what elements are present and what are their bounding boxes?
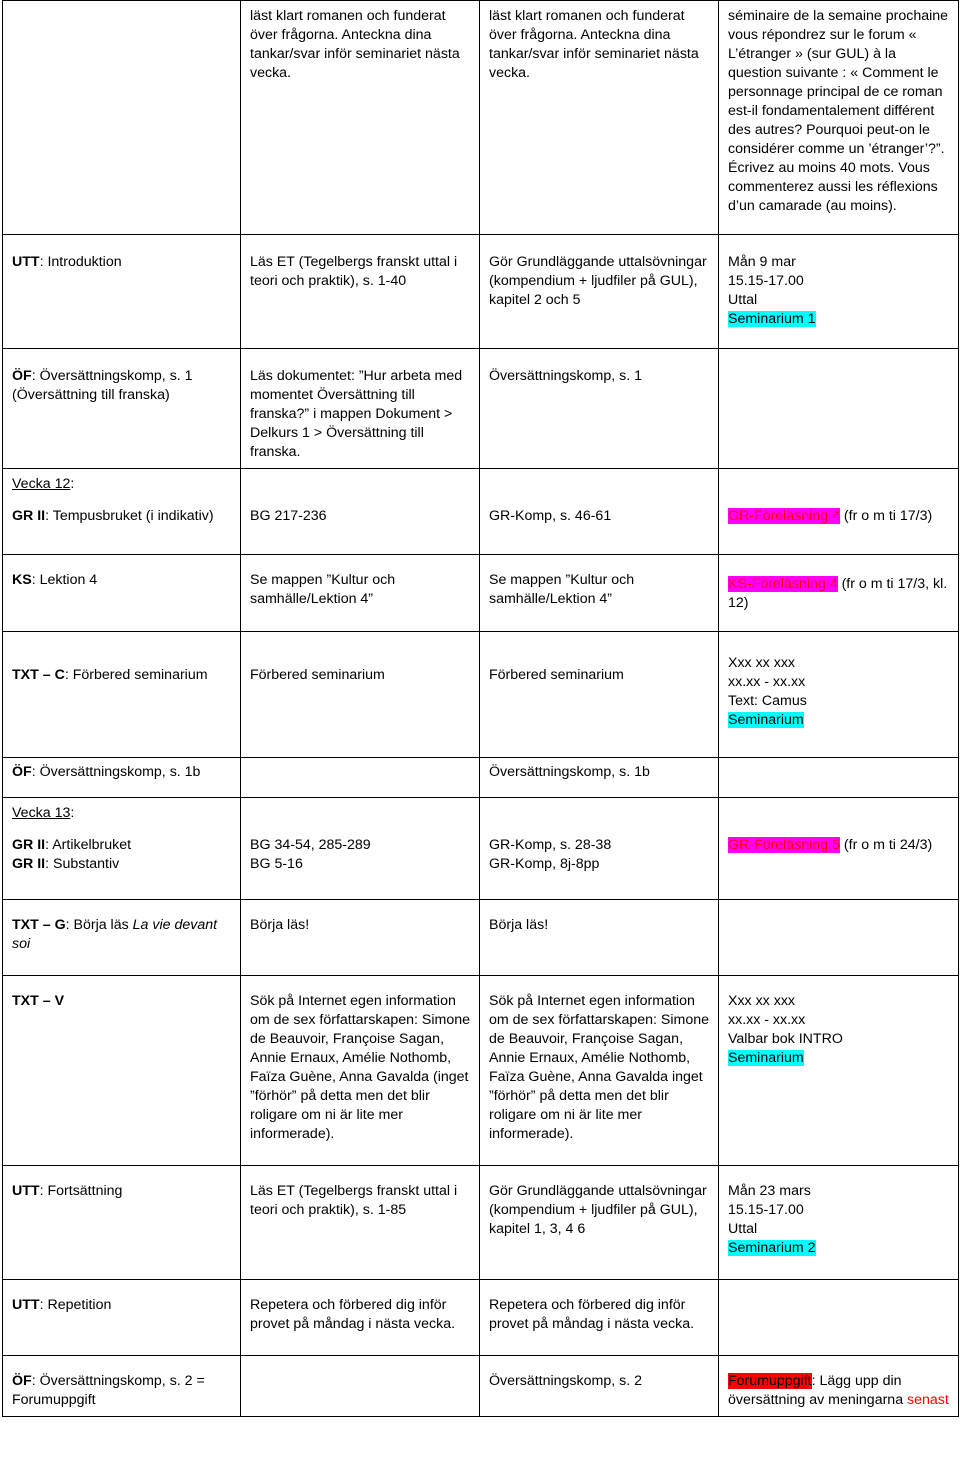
cell-session <box>719 976 959 1166</box>
cell-session <box>719 1356 959 1417</box>
cell-activity <box>3 1280 241 1356</box>
activity-title: : Börja läs <box>65 917 133 933</box>
cell-session <box>719 349 959 469</box>
cell-exercise <box>480 632 719 758</box>
cell-exercise <box>480 1166 719 1280</box>
activity-line <box>12 507 232 526</box>
cell-activity <box>3 1356 241 1417</box>
cell-text: GR-Komp, s. 28-38 <box>489 837 612 853</box>
activity-title: : Substantiv <box>45 856 120 872</box>
session-date: Xxx xx xxx <box>728 655 796 671</box>
cell-session <box>719 758 959 798</box>
cell-exercise <box>480 758 719 798</box>
table-row <box>3 469 959 555</box>
session-room: Uttal <box>728 292 758 308</box>
session-room: Uttal <box>728 1221 758 1237</box>
table-row <box>3 632 959 758</box>
cell-exercise <box>480 798 719 900</box>
activity-subtitle: (Översättning till franska) <box>12 387 170 403</box>
week-label: Vecka 13: <box>12 805 75 821</box>
cell-preparation <box>241 469 480 555</box>
activity-code: GR II <box>12 856 46 872</box>
activity-code: UTT <box>12 1183 40 1199</box>
cell-text: Översättningskomp, s. 1b <box>489 764 650 780</box>
deadline-word: senast <box>907 1392 949 1408</box>
activity-code: TXT – V <box>12 993 65 1009</box>
activity-code: UTT <box>12 254 40 270</box>
cell-text: séminaire de la semaine prochaine vous répondrez sur le forum « L’étranger » (sur GUL) à la question suivante : « Comment le personnage principal de ce roman est-il fondamentalement différent des autres? Pourquoi peut-on le considérer comme un ’étranger’?”. Écrivez au moins 40 mots. Vous commenterez aussi les réflexions d’un camarade (au moins). <box>728 8 949 214</box>
book-title: La vie devant soi <box>12 917 218 952</box>
cell-activity <box>3 235 241 349</box>
cell-exercise <box>480 469 719 555</box>
cell-text: Läs dokumentet: ”Hur arbeta med momentet Översättning till franska?” i mappen Dokument > Delkurs 1 > Översättning till franska. <box>250 368 463 460</box>
cell-text: läst klart romanen och funderat över frågorna. Anteckna dina tankar/svar inför seminariet nästa vecka. <box>250 8 460 81</box>
cell-session <box>719 235 959 349</box>
forum-note: : Lägg upp din översättning av meningarna <box>728 1373 908 1408</box>
cell-text: GR-Komp, s. 46-61 <box>489 508 612 524</box>
activity-title: : Tempusbruket (i indikativ) <box>45 508 214 524</box>
cell-text: BG 217-236 <box>250 508 327 524</box>
session-date: Mån 9 mar <box>728 254 796 270</box>
seminar-badge: Seminarium 1 <box>728 311 816 327</box>
table-row <box>3 976 959 1166</box>
week-label: Vecka 12: <box>12 476 75 492</box>
session-time: 15.15-17.00 <box>728 1202 804 1218</box>
lecture-badge: GR-Föreläsning 5 <box>728 837 840 853</box>
cell-preparation <box>241 976 480 1166</box>
table-row <box>3 349 959 469</box>
table-row <box>3 1280 959 1356</box>
lecture-note: (fr o m ti 24/3) <box>839 837 933 853</box>
lecture-badge: GR-Föreläsning 4 <box>728 508 840 524</box>
cell-text: Börja läs! <box>250 917 310 933</box>
cell-preparation <box>241 1166 480 1280</box>
session-text: Valbar bok INTRO <box>728 1031 843 1047</box>
activity-title: : Artikelbruket <box>45 837 132 853</box>
cell-exercise <box>480 1 719 235</box>
schedule-table <box>2 0 959 1417</box>
cell-activity <box>3 555 241 632</box>
activity-code: UTT <box>12 1297 40 1313</box>
cell-exercise <box>480 555 719 632</box>
activity-title: : Översättningskomp, s. 1b <box>31 764 201 780</box>
activity-line <box>12 836 232 855</box>
cell-activity <box>3 798 241 900</box>
cell-text: Börja läs! <box>489 917 549 933</box>
cell-text: Repetera och förbered dig inför provet på måndag i nästa vecka. <box>250 1297 456 1332</box>
activity-code: GR II <box>12 837 46 853</box>
cell-activity <box>3 1166 241 1280</box>
cell-text: Förbered seminarium <box>489 667 624 683</box>
cell-preparation <box>241 900 480 976</box>
cell-text: GR-Komp, 8j-8pp <box>489 856 600 872</box>
activity-code: KS <box>12 572 32 588</box>
activity-code: ÖF <box>12 1373 32 1389</box>
activity-title: : Översättningskomp, s. 2 = Forumuppgift <box>12 1373 205 1408</box>
cell-preparation <box>241 798 480 900</box>
table-row <box>3 758 959 798</box>
cell-text: Se mappen ”Kultur och samhälle/Lektion 4” <box>489 572 635 607</box>
lecture-badge: KS-Föreläsning 4 <box>728 576 838 592</box>
cell-activity <box>3 758 241 798</box>
cell-text: BG 5-16 <box>250 856 303 872</box>
cell-activity <box>3 900 241 976</box>
session-text: Text: Camus <box>728 693 807 709</box>
lecture-note: (fr o m ti 17/3, kl. 12) <box>728 576 948 611</box>
session-date: Xxx xx xxx <box>728 993 796 1009</box>
session-time: 15.15-17.00 <box>728 273 804 289</box>
cell-text: Läs ET (Tegelbergs franskt uttal i teori och praktik), s. 1-85 <box>250 1183 458 1218</box>
cell-session <box>719 798 959 900</box>
activity-code: TXT – C <box>12 667 65 683</box>
cell-exercise <box>480 349 719 469</box>
cell-text: Gör Grundläggande uttalsövningar (kompendium + ljudfiler på GUL), kapitel 1, 3, 4 6 <box>489 1183 707 1237</box>
activity-title: : Repetition <box>39 1297 112 1313</box>
activity-code: ÖF <box>12 368 32 384</box>
cell-exercise <box>480 235 719 349</box>
cell-preparation <box>241 235 480 349</box>
session-time: xx.xx - xx.xx <box>728 674 806 690</box>
activity-code: ÖF <box>12 764 32 780</box>
table-row <box>3 235 959 349</box>
cell-text: Repetera och förbered dig inför provet på måndag i nästa vecka. <box>489 1297 695 1332</box>
cell-preparation <box>241 1 480 235</box>
session-date: Mån 23 mars <box>728 1183 811 1199</box>
cell-activity <box>3 632 241 758</box>
seminar-badge: Seminarium <box>728 1050 804 1066</box>
cell-activity <box>3 1 241 235</box>
forum-badge: Forumuppgift <box>728 1373 812 1389</box>
seminar-badge: Seminarium 2 <box>728 1240 816 1256</box>
cell-session <box>719 1 959 235</box>
cell-exercise <box>480 900 719 976</box>
cell-text: Översättningskomp, s. 2 <box>489 1373 642 1389</box>
seminar-badge: Seminarium <box>728 712 804 728</box>
table-row <box>3 900 959 976</box>
cell-text: BG 34-54, 285-289 <box>250 837 371 853</box>
cell-exercise <box>480 976 719 1166</box>
cell-session <box>719 1280 959 1356</box>
activity-title: : Introduktion <box>39 254 122 270</box>
session-time: xx.xx - xx.xx <box>728 1012 806 1028</box>
cell-session <box>719 555 959 632</box>
cell-preparation <box>241 1280 480 1356</box>
lecture-note: (fr o m ti 17/3) <box>839 508 933 524</box>
cell-text: Se mappen ”Kultur och samhälle/Lektion 4” <box>250 572 396 607</box>
cell-preparation <box>241 349 480 469</box>
cell-preparation <box>241 555 480 632</box>
cell-session <box>719 900 959 976</box>
cell-session <box>719 632 959 758</box>
activity-title: : Översättningskomp, s. 1 <box>31 368 193 384</box>
cell-text: Läs ET (Tegelbergs franskt uttal i teori och praktik), s. 1-40 <box>250 254 458 289</box>
activity-code: GR II <box>12 508 46 524</box>
cell-exercise <box>480 1356 719 1417</box>
activity-title: : Fortsättning <box>39 1183 123 1199</box>
activity-line <box>12 855 232 874</box>
cell-text: läst klart romanen och funderat över frågorna. Anteckna dina tankar/svar inför seminariet nästa vecka. <box>489 8 699 81</box>
activity-title: : Förbered seminarium <box>64 667 208 683</box>
cell-session <box>719 469 959 555</box>
cell-preparation <box>241 632 480 758</box>
cell-preparation <box>241 1356 480 1417</box>
cell-session <box>719 1166 959 1280</box>
cell-activity <box>3 976 241 1166</box>
cell-activity <box>3 469 241 555</box>
table-row <box>3 1166 959 1280</box>
cell-exercise <box>480 1280 719 1356</box>
table-row <box>3 1356 959 1417</box>
cell-text: Förbered seminarium <box>250 667 385 683</box>
table-row <box>3 798 959 900</box>
cell-text: Gör Grundläggande uttalsövningar (kompendium + ljudfiler på GUL), kapitel 2 och 5 <box>489 254 707 308</box>
cell-text: Översättningskomp, s. 1 <box>489 368 642 384</box>
table-row <box>3 555 959 632</box>
table-row <box>3 1 959 235</box>
cell-text: Sök på Internet egen information om de sex författarskapen: Simone de Beauvoir, Françoise Sagan, Annie Ernaux, Amélie Nothomb, Faïza Guène, Anna Gavalda (inget ”förhör” på detta men det blir roligare om ni är lite mer informerade). <box>250 993 471 1142</box>
activity-title: : Lektion 4 <box>31 572 98 588</box>
cell-text: Sök på Internet egen information om de sex författarskapen: Simone de Beauvoir, Françoise Sagan, Annie Ernaux, Amélie Nothomb, Faïza Guène, Anna Gavalda inget ”förhör” på detta men det blir roligare om ni är lite mer informerade). <box>489 993 710 1142</box>
cell-activity <box>3 349 241 469</box>
cell-preparation <box>241 758 480 798</box>
activity-code: TXT – G <box>12 917 66 933</box>
